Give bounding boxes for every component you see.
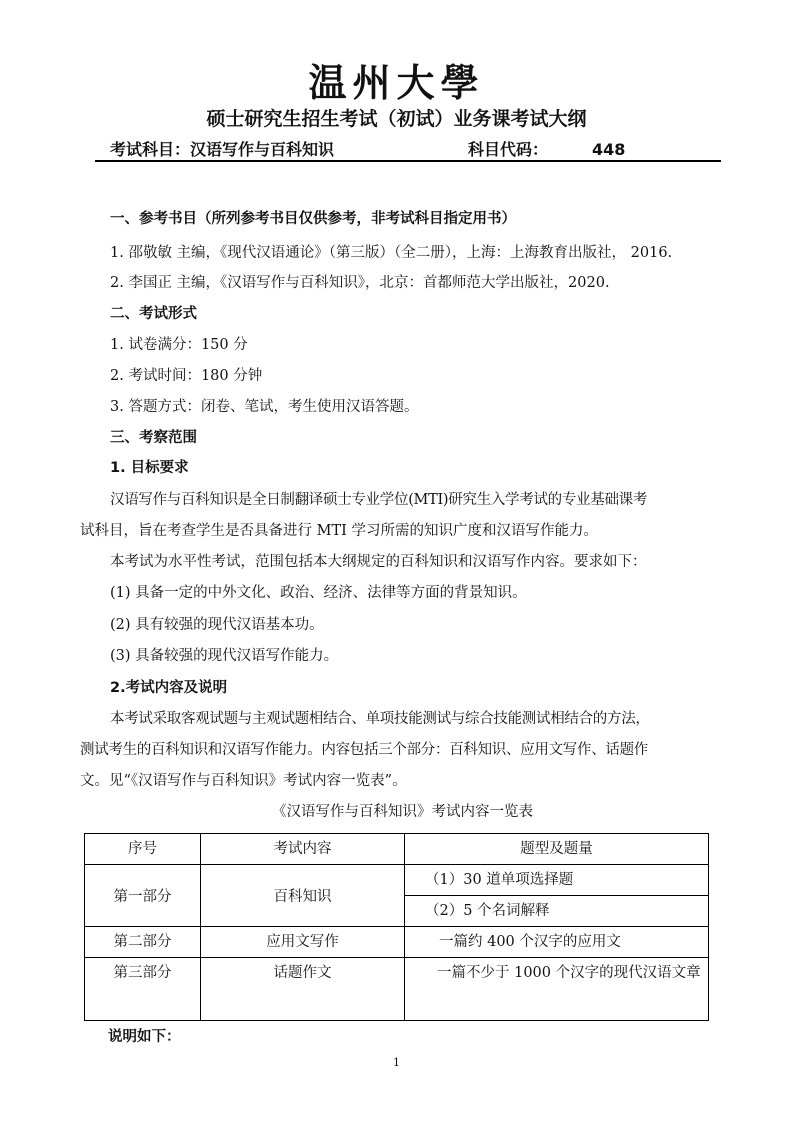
paragraph-line: 本考试为水平性考试，范围包括本大纲规定的百科知识和汉语写作内容。要求如下：	[110, 554, 647, 570]
list-item: 1. 试卷满分：150 分	[110, 337, 248, 353]
subsection-heading: 2.考试内容及说明	[110, 680, 228, 696]
type-cell: （1）30 道单项选择题	[405, 865, 709, 896]
list-item: (2) 具有较强的现代汉语基本功。	[110, 617, 324, 633]
subsection-heading: 1. 目标要求	[110, 460, 189, 476]
reference-item: 1. 邵敬敏 主编，《现代汉语通论》（第三版）（全二册），上海：上海教育出版社， 2016.	[110, 245, 673, 261]
list-item: (3) 具备较强的现代汉语写作能力。	[110, 648, 339, 664]
list-item: (1) 具备一定的中外文化、政治、经济、法律等方面的背景知识。	[110, 585, 527, 601]
part-cell: 第三部分	[85, 958, 201, 1021]
header-cell: 序号	[85, 834, 201, 865]
university-logo: 温州大學	[308, 60, 485, 105]
paragraph-line: 本考试采取客观试题与主观试题相结合、单项技能测试与综合技能测试相结合的方法，	[110, 711, 650, 727]
paragraph-line: 文。见“《汉语写作与百科知识》考试内容一览表”。	[80, 773, 407, 789]
page-number: 1	[393, 1056, 400, 1069]
table-header-row	[85, 834, 709, 865]
content-cell: 百科知识	[201, 865, 405, 927]
type-cell: 一篇不少于 1000 个汉字的现代汉语文章	[405, 958, 709, 1021]
table-row	[85, 865, 709, 896]
section-heading: 一、参考书目（所列参考书目仅供参考，非考试科目指定用书）	[110, 211, 516, 227]
header-cell: 考试内容	[201, 834, 405, 865]
header-divider	[95, 160, 721, 162]
table-row	[85, 958, 709, 1021]
section-heading: 二、考试形式	[110, 306, 197, 322]
type-cell: 一篇约 400 个汉字的应用文	[405, 927, 709, 958]
subject-code: 448	[592, 140, 626, 159]
type-cell: （2）5 个名词解释	[405, 896, 709, 927]
paragraph-line: 汉语写作与百科知识是全日制翻译硕士专业学位(MTI)研究生入学考试的专业基础课考	[110, 492, 648, 508]
header-cell: 题型及题量	[405, 834, 709, 865]
reference-item: 2. 李国正 主编，《汉语写作与百科知识》，北京：首都师范大学出版社，2020.	[110, 275, 610, 291]
subject-label: 考试科目：汉语写作与百科知识	[110, 140, 335, 159]
part-cell: 第二部分	[85, 927, 201, 958]
note-heading: 说明如下：	[108, 1029, 181, 1045]
section-heading: 三、考察范围	[110, 430, 197, 446]
code-label: 科目代码：	[468, 140, 549, 159]
list-item: 2. 考试时间：180 分钟	[110, 368, 263, 384]
table-caption: 《汉语写作与百科知识》考试内容一览表	[272, 804, 533, 820]
content-cell: 应用文写作	[201, 927, 405, 958]
list-item: 3. 答题方式：闭卷、笔试，考生使用汉语答题。	[110, 399, 419, 415]
paragraph-line: 试科目，旨在考查学生是否具备进行 MTI 学习所需的知识广度和汉语写作能力。	[80, 523, 598, 539]
paragraph-line: 测试考生的百科知识和汉语写作能力。内容包括三个部分：百科知识、应用文写作、话题作	[80, 742, 648, 758]
table-row	[85, 927, 709, 958]
content-cell: 话题作文	[201, 958, 405, 1021]
document-title: 硕士研究生招生考试（初试）业务课考试大纲	[206, 108, 587, 130]
exam-content-table	[84, 833, 709, 1021]
part-cell: 第一部分	[85, 865, 201, 927]
